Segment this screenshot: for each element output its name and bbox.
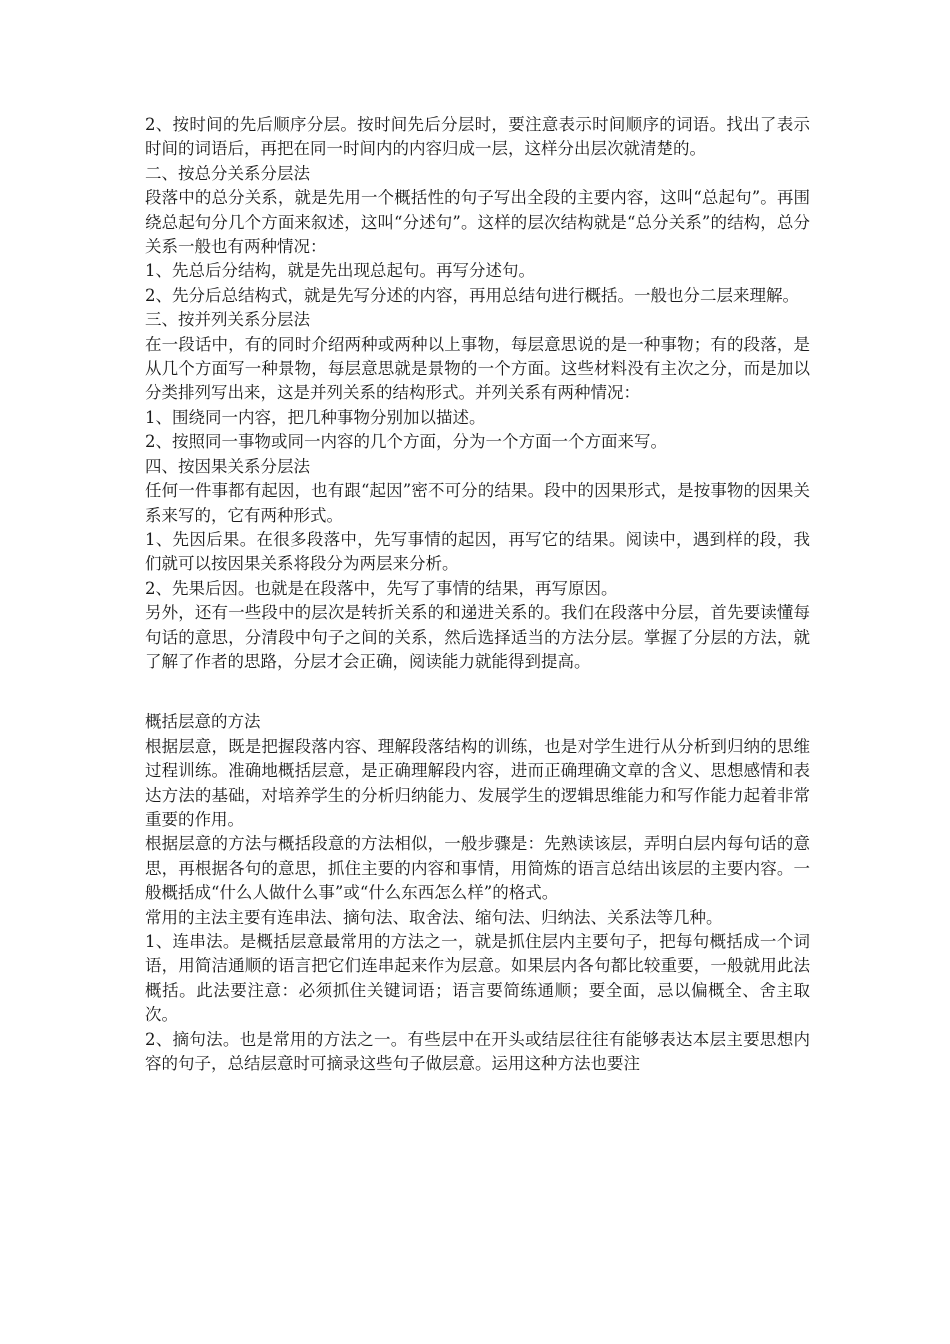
paragraph: 1、先因后果。在很多段落中，先写事情的起因，再写它的结果。阅读中，遇到样的段，我们就可以按因果关系将段分为两层来分析。 xyxy=(145,529,810,574)
section-spacer xyxy=(145,674,810,710)
paragraph: 段落中的总分关系，就是先用一个概括性的句子写出全段的主要内容，这叫“总起句”。再围绕总起句分几个方面来叙述，这叫“分述句”。这样的层次结构就是“总分关系”的结构，总分关系一般也有两种情况： xyxy=(145,188,810,257)
section-heading: 概括层意的方法 xyxy=(145,712,261,732)
paragraph: 2、先分后总结构式，就是先写分述的内容，再用总结句进行概括。一般也分二层来理解。 xyxy=(145,285,799,305)
paragraph: 2、按时间的先后顺序分层。按时间先后分层时，要注意表示时间顺序的词语。找出了表示时间的词语后，再把在同一时间内的内容归成一层，这样分出层次就清楚的。 xyxy=(145,115,810,159)
section-heading: 二、按总分关系分层法 xyxy=(145,163,310,183)
section-heading: 四、按因果关系分层法 xyxy=(145,456,310,476)
paragraph: 1、连串法。是概括层意最常用的方法之一，就是抓住层内主要句子，把每句概括成一个词语，用简洁通顺的语言把它们连串起来作为层意。如果层内各句都比较重要，一般就用此法概括。此法要注意：必须抓住关键词语；语言要简练通顺；要全面，忌以偏概全、舍主取次。 xyxy=(145,932,810,1025)
paragraph: 另外，还有一些段中的层次是转折关系的和递进关系的。我们在段落中分层，首先要读懂每句话的意思，分清段中句子之间的关系，然后选择适当的方法分层。掌握了分层的方法，就了解了作者的思路，分层才会正确，阅读能力就能得到提高。 xyxy=(145,603,810,671)
paragraph: 1、先总后分结构，就是先出现总起句。再写分述句。 xyxy=(145,261,535,281)
document-page xyxy=(145,113,810,1076)
paragraph: 1、围绕同一内容，把几种事物分别加以描述。 xyxy=(145,407,486,427)
paragraph: 2、摘句法。也是常用的方法之一。有些层中在开头或结层往往有能够表达本层主要思想内容的句子，总结层意时可摘录这些句子做层意。运用这种方法也要注 xyxy=(145,1029,810,1074)
paragraph: 2、按照同一事物或同一内容的几个方面，分为一个方面一个方面来写。 xyxy=(145,432,667,452)
section-heading: 三、按并列关系分层法 xyxy=(145,310,310,330)
paragraph: 根据层意的方法与概括段意的方法相似，一般步骤是：先熟读该层，弄明白层内每句话的意思，再根据各句的意思，抓住主要的内容和事情，用简炼的语言总结出该层的主要内容。一般概括成“什么人做什么事”或“什么东西怎么样”的格式。 xyxy=(145,834,810,903)
paragraph: 任何一件事都有起因，也有跟“起因”密不可分的结果。段中的因果形式，是按事物的因果关系来写的，它有两种形式。 xyxy=(145,481,810,525)
paragraph: 常用的主法主要有连串法、摘句法、取舍法、缩句法、归纳法、关系法等几种。 xyxy=(145,907,723,927)
paragraph: 在一段话中，有的同时介绍两种或两种以上事物，每层意思说的是一种事物；有的段落，是从几个方面写一种景物，每层意思就是景物的一个方面。这些材料没有主次之分，而是加以分类排列写出来，这是并列关系的结构形式。并列关系有两种情况： xyxy=(145,334,810,403)
paragraph: 根据层意，既是把握段落内容、理解段落结构的训练，也是对学生进行从分析到归纳的思维过程训练。准确地概括层意，是正确理解段内容，进而正确理确文章的含义、思想感情和表达方法的基础，对培养学生的分析归纳能力、发展学生的逻辑思维能力和写作能力起着非常重要的作用。 xyxy=(145,736,810,829)
paragraph: 2、先果后因。也就是在段落中，先写了事情的结果，再写原因。 xyxy=(145,578,618,598)
